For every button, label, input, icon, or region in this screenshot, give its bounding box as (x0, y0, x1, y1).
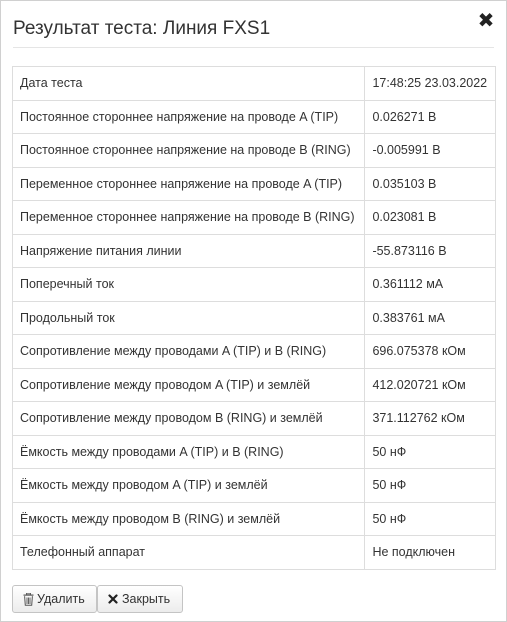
table-row (13, 301, 496, 335)
close-button-label: Закрыть (122, 592, 171, 606)
param-value: 0.026271 В (365, 100, 496, 134)
param-name: Ёмкость между проводами A (TIP) и B (RING) (13, 435, 365, 469)
table-row (13, 469, 496, 503)
test-results-table (12, 66, 496, 570)
param-name: Сопротивление между проводом B (RING) и землёй (13, 402, 365, 436)
times-icon (107, 592, 119, 606)
param-value: 50 нФ (365, 502, 496, 536)
param-name: Переменное стороннее напряжение на проводе A (TIP) (13, 167, 365, 201)
param-value: 0.023081 В (365, 201, 496, 235)
param-name: Постоянное стороннее напряжение на проводе B (RING) (13, 134, 365, 168)
table-row (13, 435, 496, 469)
param-value: -55.873116 В (365, 234, 496, 268)
param-value: 0.035103 В (365, 167, 496, 201)
table-row (13, 402, 496, 436)
param-name: Ёмкость между проводом A (TIP) и землёй (13, 469, 365, 503)
param-name: Продольный ток (13, 301, 365, 335)
table-row (13, 201, 496, 235)
param-name: Сопротивление между проводами A (TIP) и B (RING) (13, 335, 365, 369)
table-row (13, 502, 496, 536)
dialog-title: Результат теста: Линия FXS1 (13, 18, 271, 39)
param-name: Поперечный ток (13, 268, 365, 302)
trash-icon (22, 592, 34, 606)
table-row (13, 67, 496, 101)
param-value: 50 нФ (365, 435, 496, 469)
param-value: -0.005991 В (365, 134, 496, 168)
param-value: 17:48:25 23.03.2022 (365, 67, 496, 101)
param-value: 0.383761 мА (365, 301, 496, 335)
table-row (13, 368, 496, 402)
table-row (13, 100, 496, 134)
param-name: Дата теста (13, 67, 365, 101)
param-name: Напряжение питания линии (13, 234, 365, 268)
delete-button[interactable] (12, 585, 97, 613)
param-name: Ёмкость между проводом B (RING) и землёй (13, 502, 365, 536)
table-row (13, 335, 496, 369)
table-row (13, 167, 496, 201)
param-value: Не подключен (365, 536, 496, 570)
param-name: Сопротивление между проводом A (TIP) и землёй (13, 368, 365, 402)
param-value: 0.361112 мА (365, 268, 496, 302)
close-icon[interactable]: ✖ (477, 10, 495, 32)
table-row (13, 536, 496, 570)
param-name: Телефонный аппарат (13, 536, 365, 570)
table-row (13, 268, 496, 302)
table-row (13, 234, 496, 268)
param-value: 50 нФ (365, 469, 496, 503)
param-value: 371.112762 кОм (365, 402, 496, 436)
param-value: 696.075378 кОм (365, 335, 496, 369)
param-value: 412.020721 кОм (365, 368, 496, 402)
table-row (13, 134, 496, 168)
delete-button-label: Удалить (37, 592, 85, 606)
param-name: Постоянное стороннее напряжение на проводе A (TIP) (13, 100, 365, 134)
dialog-header (13, 1, 494, 48)
param-name: Переменное стороннее напряжение на проводе B (RING) (13, 201, 365, 235)
close-button[interactable] (97, 585, 183, 613)
